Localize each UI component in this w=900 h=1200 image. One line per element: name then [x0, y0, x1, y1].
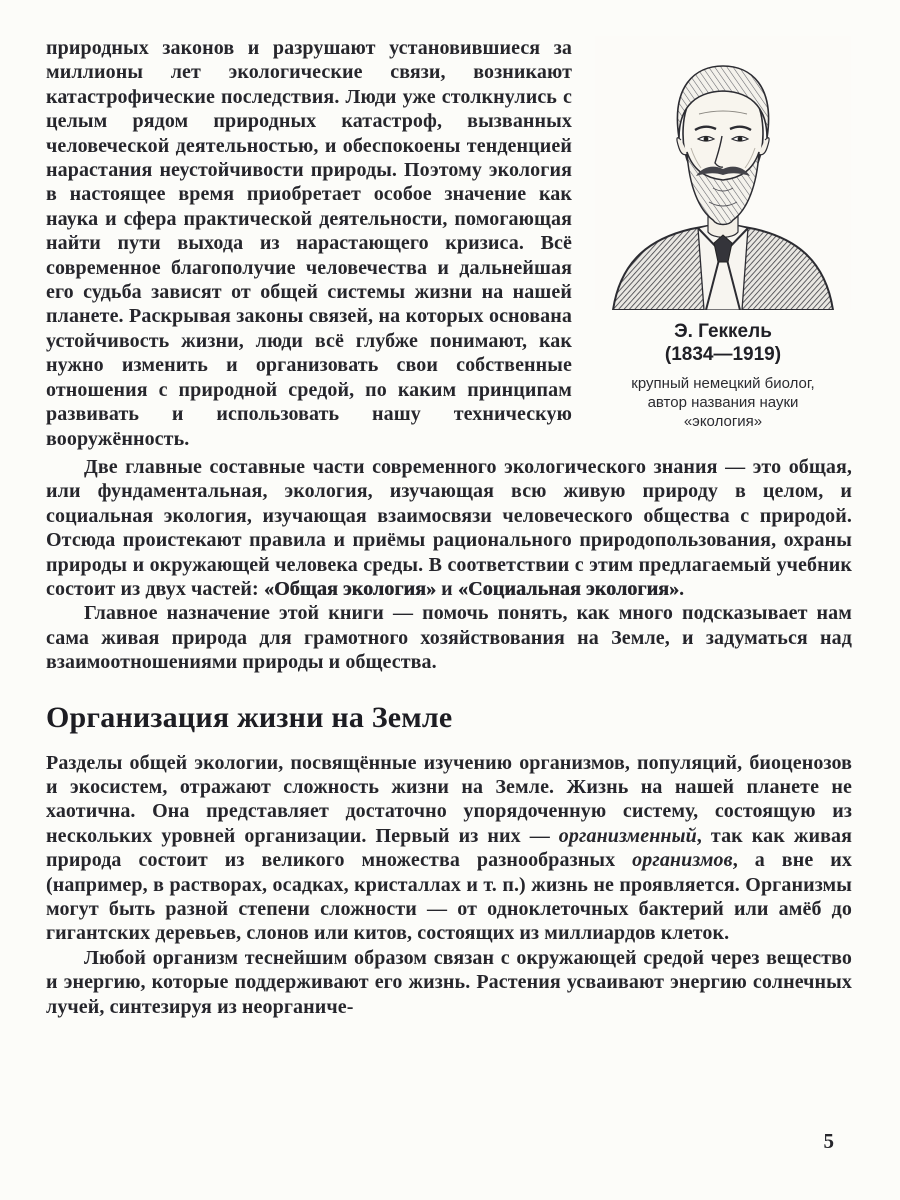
- text-segment: Разделы общей экологии, посвящённые изучению организмов, популяций, биоценозов и экосистем, отражают сложность жизни на Земле. Жизнь на нашей планете не хаотична. Она представляет достаточно упорядоченную систему, состоящую из нескольких уровней организации. Первый из них —: [46, 751, 852, 847]
- text-segment: , так как живая природа состоит из великого множества разнообразных: [46, 824, 852, 872]
- figure-name: Э. Геккель: [674, 321, 772, 342]
- text-segment: Две главные составные части современного экологического знания — это общая, или фундаментальная, экология, изучающая всю живую природу в целом, и социальная экология, изучающая взаимосвязи человеческого общества с природой. Отсюда проистекают правила и приёмы рационального природопользования, охраны природы и окружающей человека среды. В соответствии с этим предлагаемый учебник состоит из двух частей:: [46, 455, 852, 600]
- book-part-title-2: «Социальная экология»: [457, 577, 680, 600]
- italic-term-organisms: организмов: [632, 849, 733, 872]
- section-heading: Организация жизни на Земле: [46, 700, 453, 734]
- italic-term-organismal: организменный: [558, 824, 697, 847]
- intro-paragraph-1: [46, 455, 852, 601]
- text-segment: .: [679, 577, 685, 600]
- figure-caption: крупный немецкий биолог, автор названия науки «экология»: [631, 375, 815, 430]
- lead-column: [46, 36, 572, 451]
- haeckel-engraving-icon: [595, 36, 851, 310]
- figure-years: (1834—1919): [664, 344, 782, 365]
- book-part-title-1: «Общая экология»: [263, 577, 437, 600]
- text-segment: и: [436, 577, 458, 600]
- section-paragraph-2: Любой организм теснейшим образом связан с окружающей средой через вещество и энергию, которые поддерживают его жизнь. Растения усваивают энергию солнечных лучей, синтезируя из неорганиче-: [46, 946, 852, 1018]
- lead-paragraph: природных законов и разрушают установившиеся за миллионы лет экологические связи, возникают катастрофические последствия. Люди уже столкнулись с целым рядом природных катастроф, вызванных человеческой деятельностью, и обеспокоены тенденцией нарастания неустойчивости природы. Поэтому экология в настоящее время приобретает особое значение как наука и сфера практической деятельности, помогающая найти пути выхода из нарастающего кризиса. Всё современное благополучие человечества и дальнейшая его судьба зависят от общей системы жизни на нашей планете. Раскрывая законы связей, на которых основана устойчивость жизни, люди всё глубже понимают, как нужно изменить и организовать свои собственные отношения с природной средой, по каким принципам развивать и использовать нашу техническую вооружённость.: [46, 37, 572, 450]
- portrait-figure: [594, 36, 852, 451]
- portrait-image: [595, 36, 851, 310]
- section-paragraph-1: [46, 751, 852, 946]
- text-segment: , а вне их (например, в растворах, осадках, кристаллах и т. п.) жизнь не проявляется. Организмы могут быть разной степени сложности — от одноклеточных бактерий или амёб до гигантских деревьев, слонов или китов, состоящих из миллиардов клеток.: [46, 849, 852, 945]
- page-number: 5: [823, 1129, 834, 1153]
- figure-caption-block: [594, 320, 852, 431]
- intro-paragraph-2: Главное назначение этой книги — помочь понять, как много подсказывает нам сама живая природа для грамотного хозяйствования на Земле, и задуматься над взаимоотношениями природы и общества.: [46, 602, 852, 674]
- top-section: [46, 36, 852, 451]
